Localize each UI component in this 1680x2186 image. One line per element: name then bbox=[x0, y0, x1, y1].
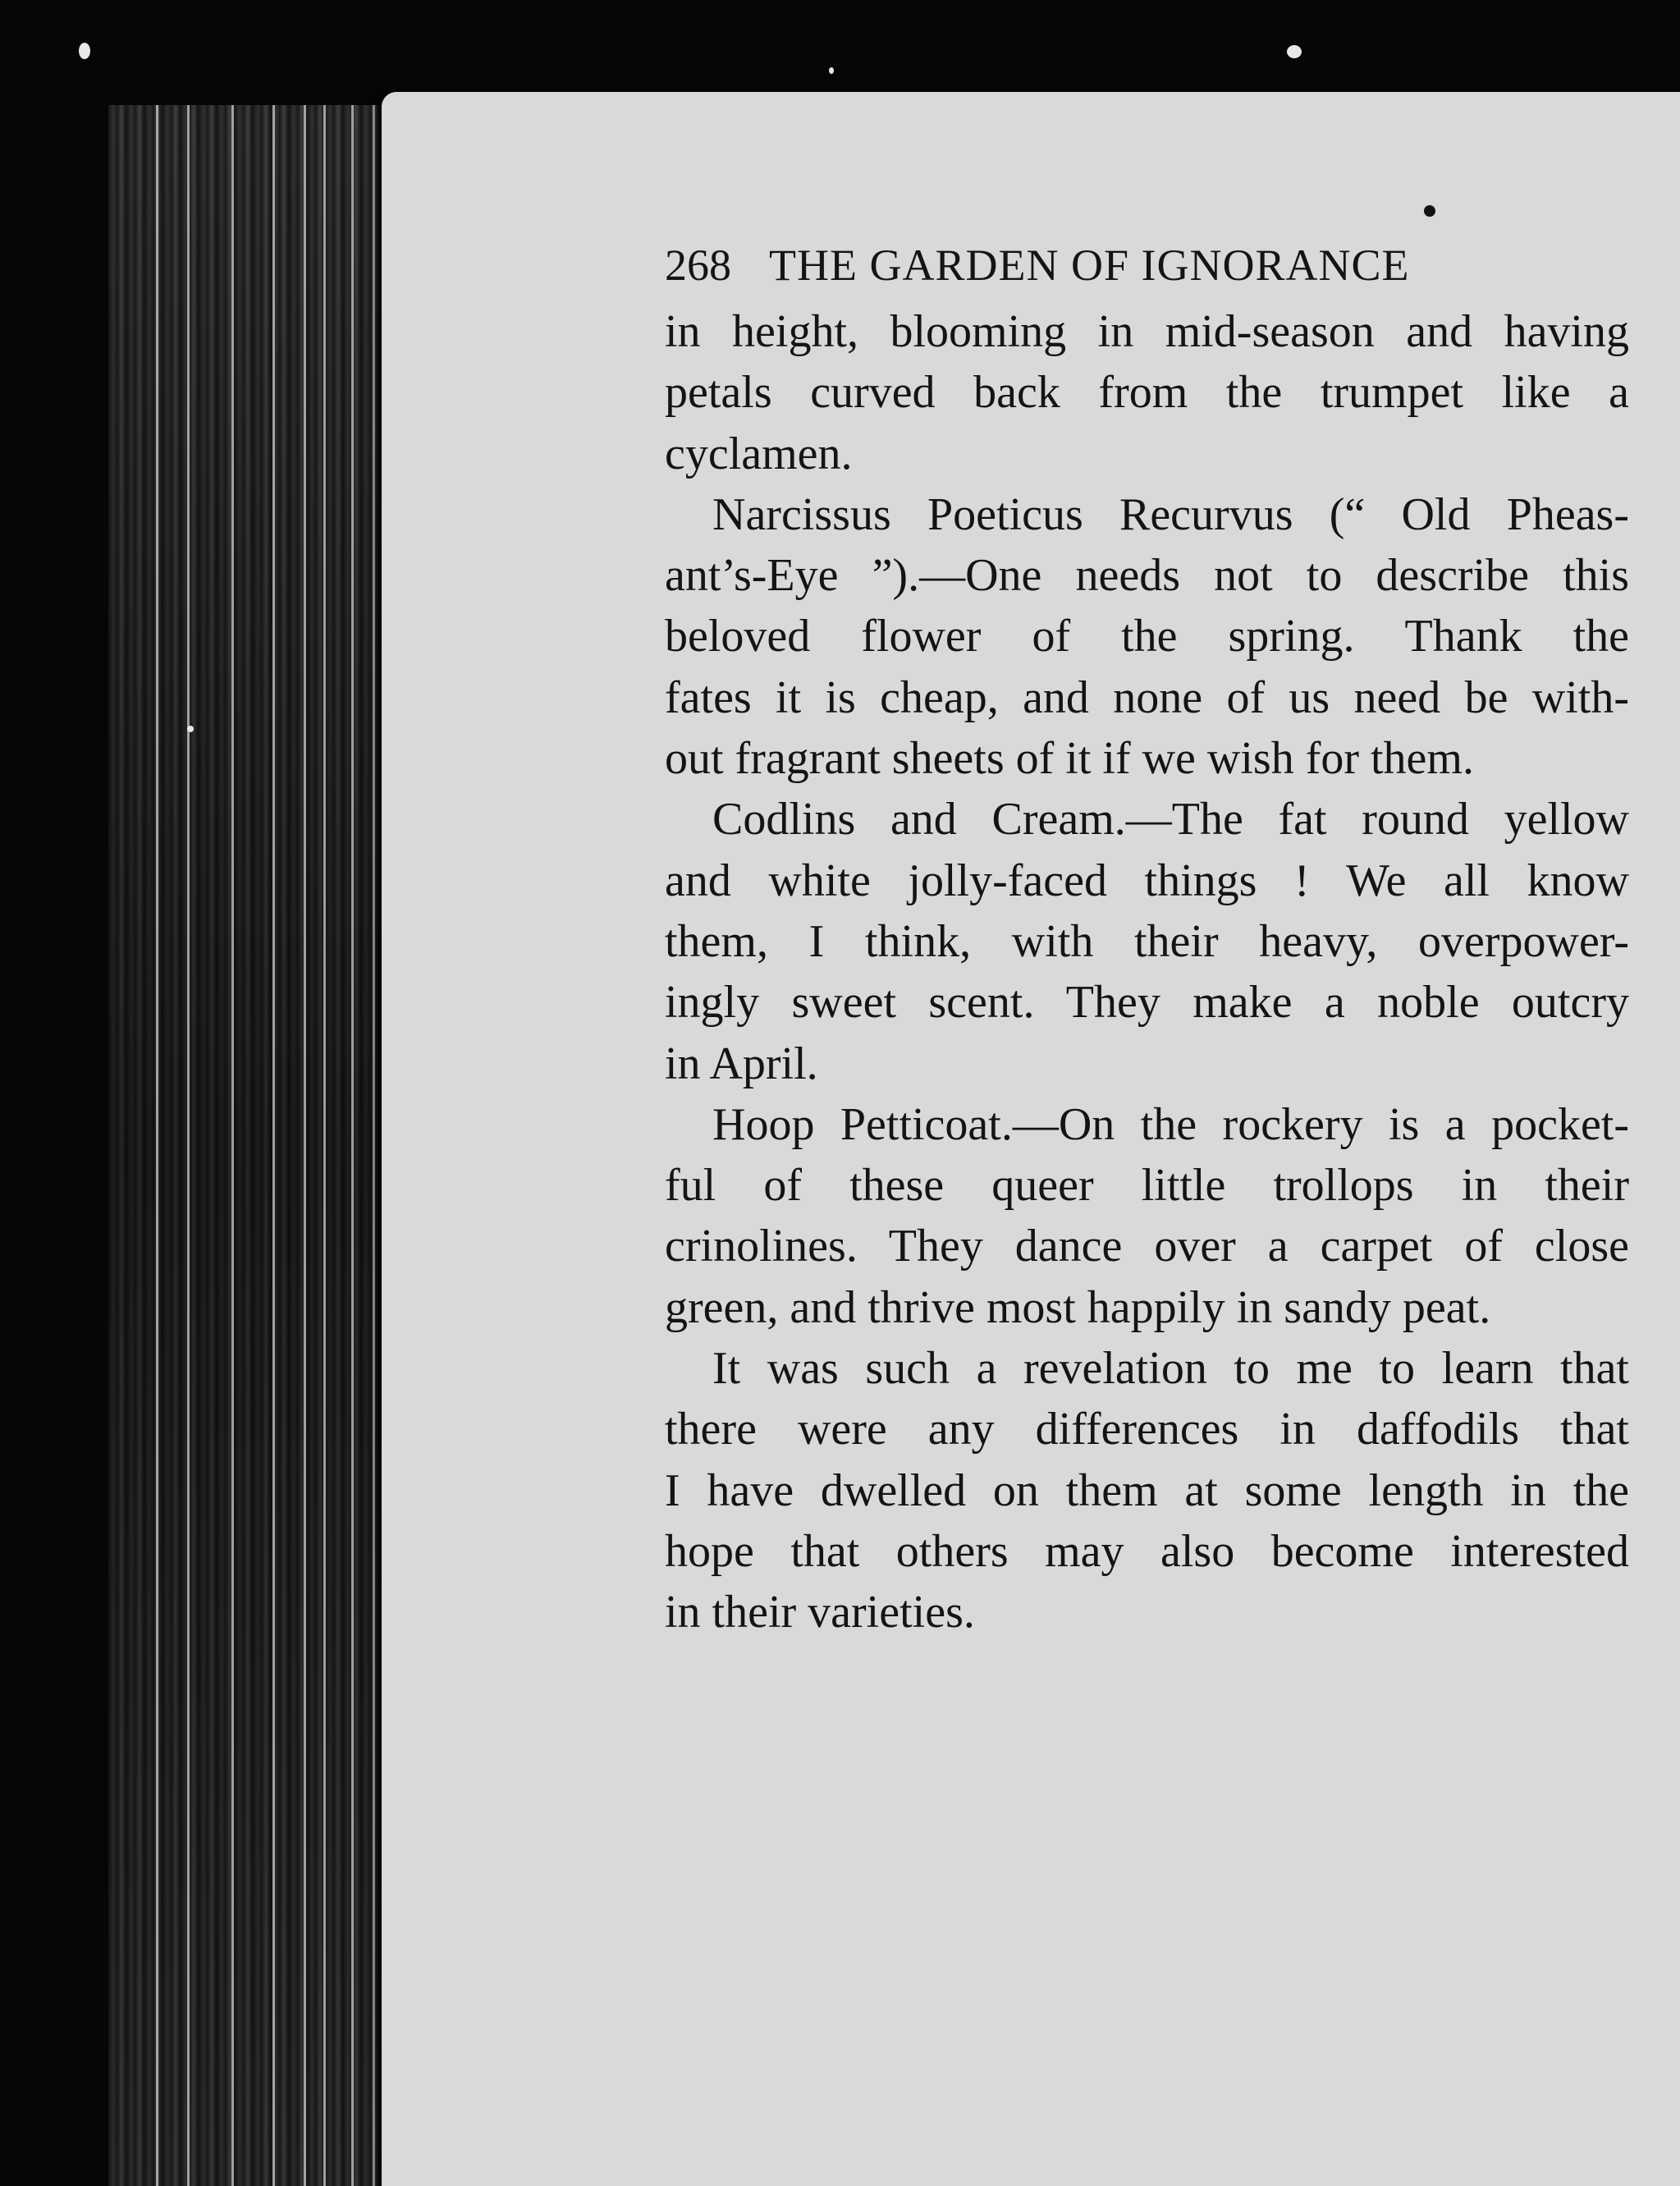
dust-speck bbox=[1287, 45, 1302, 58]
running-head bbox=[665, 234, 1629, 296]
text-line: out fragrant sheets of it if we wish for them. bbox=[665, 733, 1474, 785]
text-line: beloved flower of the spring. Thank the bbox=[665, 611, 1629, 662]
page-edge-highlight bbox=[351, 105, 354, 2186]
dust-speck bbox=[829, 67, 834, 74]
text-line: and white jolly-faced things ! We all know bbox=[665, 855, 1629, 906]
page-edge-highlight bbox=[156, 105, 158, 2186]
text-line: fates it is cheap, and none of us need be with- bbox=[665, 671, 1629, 723]
text-line: in April. bbox=[665, 1038, 818, 1089]
text-line: It was such a revelation to me to learn that bbox=[712, 1343, 1629, 1395]
text-line: in their varieties. bbox=[665, 1587, 975, 1638]
page-number: 268 bbox=[665, 241, 731, 290]
page-text-block bbox=[665, 234, 1629, 1643]
page-edge-highlight bbox=[373, 105, 375, 2186]
text-line: them, I think, with their heavy, overpower- bbox=[665, 915, 1629, 967]
text-line: petals curved back from the trumpet like a bbox=[665, 367, 1629, 419]
dust-speck bbox=[187, 726, 194, 732]
text-line: cyclamen. bbox=[665, 428, 853, 479]
text-line: Narcissus Poeticus Recurvus (“ Old Pheas- bbox=[712, 488, 1629, 540]
page-edge-highlight bbox=[187, 105, 190, 2186]
page-edge-highlight bbox=[272, 105, 275, 2186]
text-line: Hoop Petticoat.—On the rockery is a pocket- bbox=[712, 1098, 1629, 1150]
ink-dot bbox=[1424, 205, 1435, 217]
body-text bbox=[665, 301, 1629, 1643]
text-line: there were any differences in daffodils that bbox=[665, 1404, 1629, 1455]
text-line: crinolines. They dance over a carpet of close bbox=[665, 1221, 1629, 1272]
dust-speck bbox=[79, 43, 90, 59]
text-line: ful of these queer little trollops in their bbox=[665, 1160, 1629, 1212]
page-edges bbox=[108, 105, 387, 2186]
text-line: I have dwelled on them at some length in the bbox=[665, 1464, 1629, 1516]
text-line: green, and thrive most happily in sandy peat. bbox=[665, 1281, 1491, 1333]
page-edge-highlight bbox=[323, 105, 326, 2186]
text-line: Codlins and Cream.—The fat round yellow bbox=[712, 794, 1629, 846]
text-line: ingly sweet scent. They make a noble outcry bbox=[665, 977, 1629, 1029]
text-line: ant’s-Eye ”).—One needs not to describe this bbox=[665, 550, 1629, 602]
running-title: THE GARDEN OF IGNORANCE bbox=[769, 241, 1410, 290]
page-edge-highlight bbox=[304, 105, 306, 2186]
text-line: hope that others may also become interested bbox=[665, 1525, 1629, 1577]
page-edge-highlight bbox=[231, 105, 234, 2186]
text-line: in height, blooming in mid-season and having bbox=[665, 306, 1629, 357]
